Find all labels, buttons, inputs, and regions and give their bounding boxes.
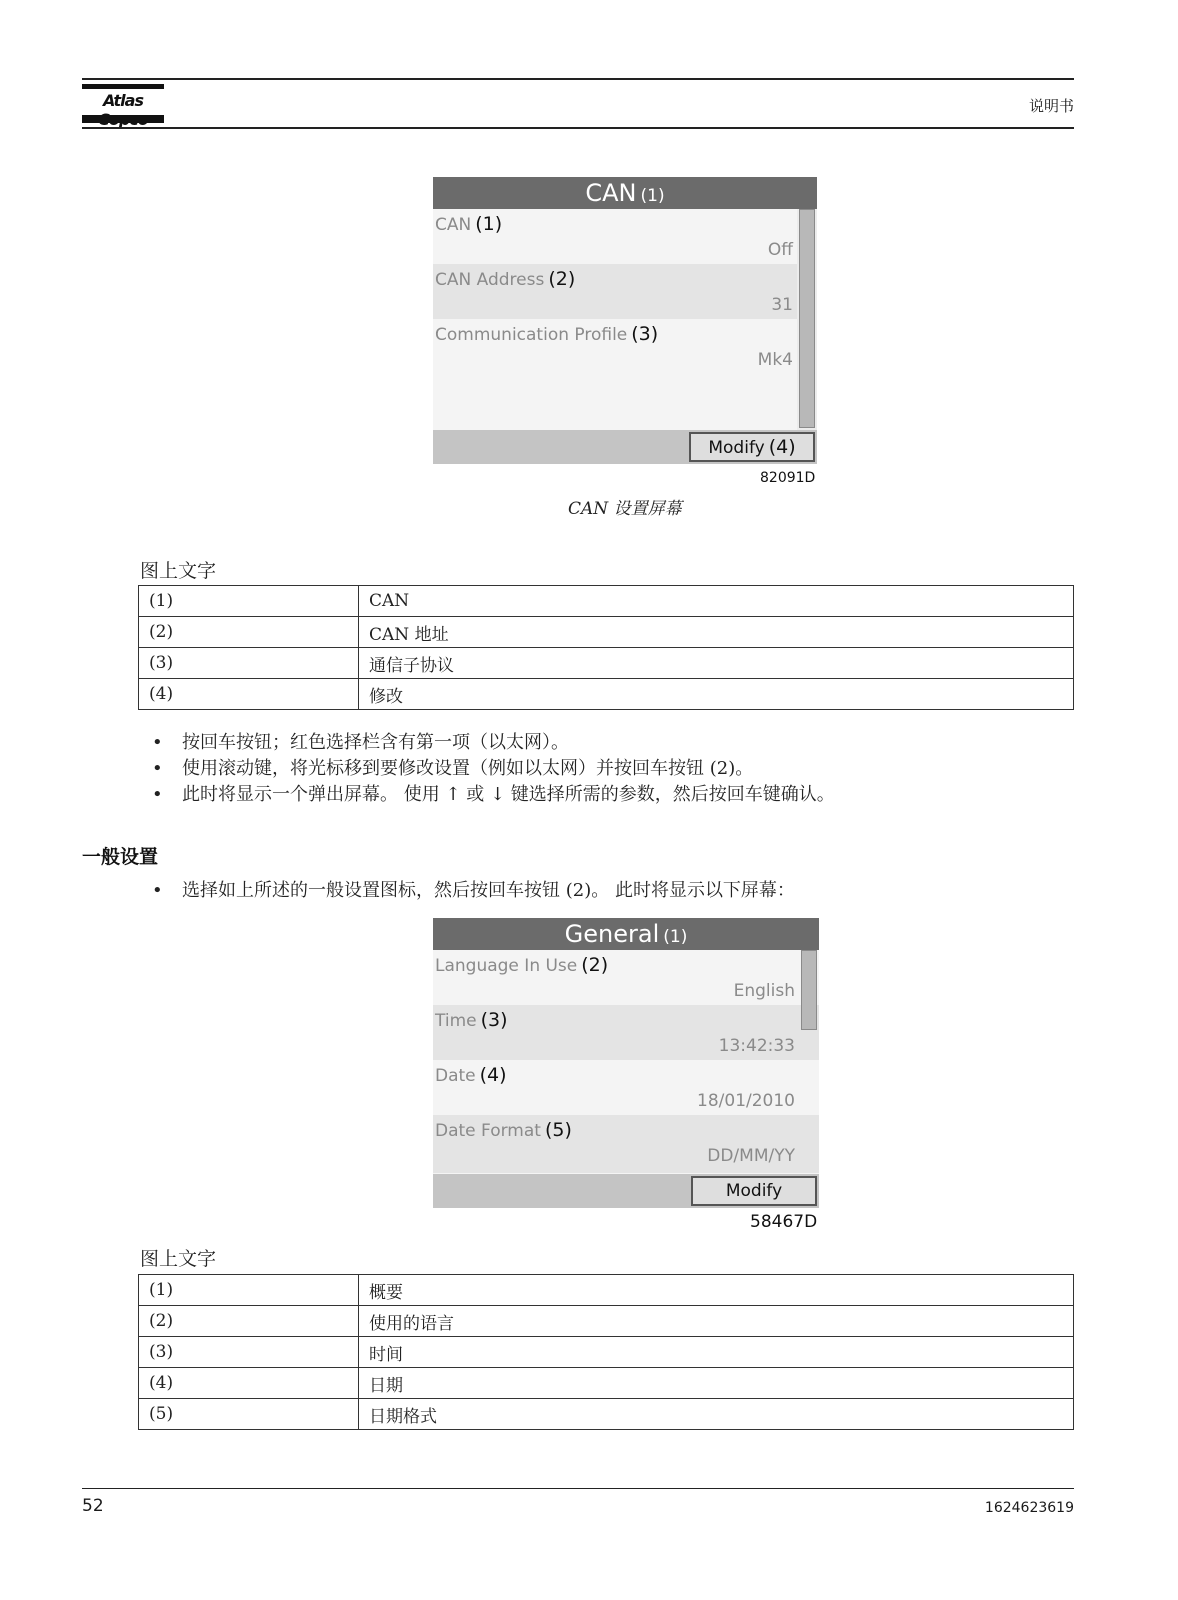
list-item: • 选择如上所述的一般设置图标，然后按回车按钮 (2)。 此时将显示以下屏幕： bbox=[152, 878, 795, 904]
list-item: • 按回车按钮；红色选择栏含有第一项（以太网）。 bbox=[152, 730, 835, 756]
can-row: CAN (1) Off bbox=[435, 213, 793, 260]
table-row: (3) 时间 bbox=[139, 1337, 1074, 1368]
list-item: • 使用滚动键，将光标移到要修改设置（例如以太网）并按回车按钮 (2)。 bbox=[152, 756, 835, 782]
table-row: (2) 使用的语言 bbox=[139, 1306, 1074, 1337]
general-instruction-list bbox=[152, 878, 795, 904]
can-settings-screen bbox=[433, 177, 817, 464]
table-row: (1) 概要 bbox=[139, 1275, 1074, 1306]
table-row: (3) 通信子协议 bbox=[139, 648, 1074, 679]
list-item: • 此时将显示一个弹出屏幕。 使用 ↑ 或 ↓ 键选择所需的参数，然后按回车键确认。 bbox=[152, 782, 835, 808]
table-row: (1) CAN bbox=[139, 586, 1074, 617]
can-screen-title: CAN (1) bbox=[433, 177, 817, 209]
date-row: Date (4) 18/01/2010 bbox=[435, 1064, 795, 1111]
general-modify-button: Modify bbox=[691, 1176, 817, 1206]
can-scrollbar bbox=[797, 209, 817, 430]
communication-profile-row: Communication Profile (3) Mk4 bbox=[435, 323, 793, 370]
can-screen-footer bbox=[433, 430, 817, 464]
legend1-heading: 图上文字 bbox=[140, 560, 217, 582]
general-scrollbar bbox=[799, 950, 819, 1005]
table-row: (5) 日期格式 bbox=[139, 1399, 1074, 1430]
document-number: 1624623619 bbox=[984, 1500, 1074, 1516]
general-screen-footer bbox=[433, 1174, 819, 1208]
atlas-copco-logo: Atlas bbox=[82, 84, 164, 124]
legend1-table bbox=[138, 585, 1074, 710]
date-format-row: Date Format (5) DD/MM/YY bbox=[433, 1115, 819, 1173]
footer-rule bbox=[82, 1488, 1074, 1489]
page-number: 52 bbox=[82, 1496, 104, 1516]
legend2-table bbox=[138, 1274, 1074, 1430]
can-figure-caption: CAN 设置屏幕 bbox=[568, 499, 682, 519]
legend2-heading: 图上文字 bbox=[140, 1248, 217, 1270]
table-row: (4) 日期 bbox=[139, 1368, 1074, 1399]
table-row: (2) CAN 地址 bbox=[139, 617, 1074, 648]
language-row: Language In Use (2) English bbox=[435, 954, 795, 1001]
header-bottom-rule bbox=[82, 127, 1074, 129]
can-modify-button: Modify (4) bbox=[689, 432, 815, 462]
general-figure-code: 58467D bbox=[750, 1212, 818, 1232]
header-top-rule bbox=[82, 78, 1074, 80]
empty-row bbox=[433, 374, 797, 429]
instruction-list bbox=[152, 730, 835, 808]
general-screen-title: General (1) bbox=[433, 918, 819, 950]
time-row: Time (3) 13:42:33 bbox=[433, 1005, 819, 1060]
general-settings-screen bbox=[433, 918, 819, 1208]
doc-type-label: 说明书 bbox=[1028, 97, 1074, 115]
can-figure-code: 82091D bbox=[760, 470, 816, 486]
can-address-row: CAN Address (2) 31 bbox=[433, 264, 797, 319]
general-settings-heading: 一般设置 bbox=[82, 846, 159, 868]
table-row: (4) 修改 bbox=[139, 679, 1074, 710]
